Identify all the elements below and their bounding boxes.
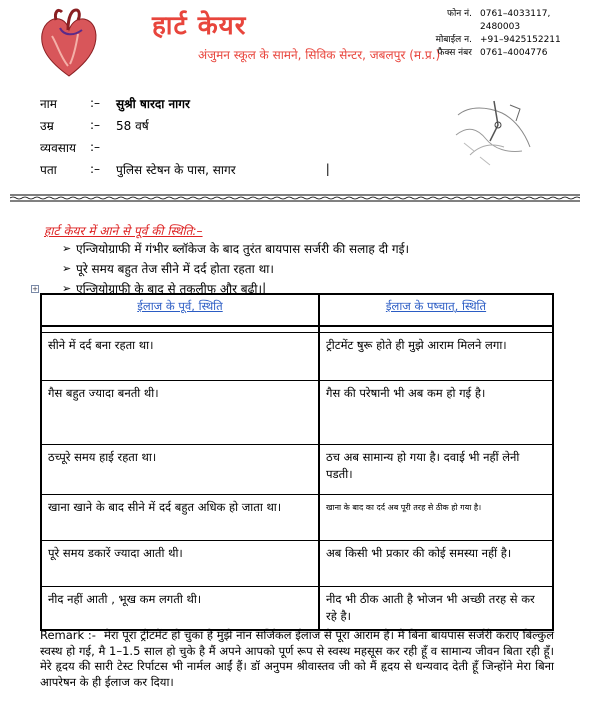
table-cell: अब किसी भी प्रकार की कोई समस्या नहीं है।	[319, 540, 553, 586]
remark-text: मेरा पूरा ट्रीटमेंट हो चुका है मुझे नॉन सर्जिकल ईलाज से पूरा आराम है। मैं बिना बायपास सर्जरी कराए बिल्कुल स्वस्थ हो गई, मै 1–1.5 साल हो चुके है मैं अपने आपको पूर्ण रूप से स्वस्थ महसूस कर रही हूँ व सामान्य जीवन बिता रही हूँ। मेरे हृदय की सारी टेस्ट रिर्पाटस भी नार्मल आईं हैं। डॉ अनुपम श्रीवास्तव जी को मैं हृदय से धन्यवाद देती हूँ जिन्होंने मेरा बिना आपरेषन के ही ईलाज कर दिया।	[40, 628, 554, 689]
patient-name: सुश्री षारदा नागर	[116, 96, 190, 111]
patient-xray-image	[450, 95, 542, 173]
patient-name-row	[40, 92, 330, 114]
table-move-handle-icon[interactable]: +	[32, 285, 38, 293]
text-cursor: |	[325, 162, 330, 176]
patient-age: 58 वर्ष	[116, 118, 149, 133]
list-item-text: एन्जियोग्राफी में गंभीर ब्लॉकेज के बाद तुरंत बायपास सर्जरी की सलाह दी गई।	[76, 241, 410, 256]
table-row	[41, 540, 553, 586]
table-cell: खाना के बाद का दर्द अब पूरी तरह से ठीक हो गया है।	[319, 494, 553, 540]
comparison-table	[40, 293, 554, 631]
table-cell: सीने में दर्द बना रहता था।	[41, 332, 319, 380]
section-divider	[10, 194, 580, 202]
list-item	[62, 238, 409, 258]
contact-block	[402, 8, 572, 60]
contact-value: 0761–4033117, 2480003	[480, 9, 551, 32]
table-row	[41, 332, 553, 380]
table-row	[41, 444, 553, 494]
list-item-text: पूरे समय बहुत तेज सीने में दर्द होता रहता था।	[76, 261, 274, 276]
table-row	[41, 586, 553, 630]
list-item	[62, 258, 409, 278]
table-cell: नीद नहीं आती , भूख कम लगती थी।	[41, 586, 319, 630]
patient-address-row	[40, 158, 330, 180]
table-header-row	[41, 294, 553, 326]
contact-label: फैक्स नंबर	[437, 48, 472, 58]
table-cell: खाना खाने के बाद सीने में दर्द बहुत अधिक हो जाता था।	[41, 494, 319, 540]
patient-address: पुलिस स्टेषन के पास, सागर	[116, 162, 236, 177]
arrow-bullet-icon: ➢	[62, 241, 72, 255]
arrow-bullet-icon: ➢	[62, 281, 72, 295]
patient-info	[40, 92, 330, 180]
field-separator: :–	[90, 96, 101, 110]
field-separator: :–	[90, 162, 101, 176]
remark-label: Remark :-	[40, 628, 96, 642]
text-cursor: |	[262, 281, 267, 295]
column-header: ईलाज के पष्चात्, स्थिति	[319, 294, 553, 326]
contact-value: 0761–4004776	[480, 48, 548, 58]
table-row	[41, 494, 553, 540]
clinic-address: अंजुमन स्कूल के सामने, सिविक सेन्टर, जबलपुर (म.प्र.)	[198, 48, 441, 62]
patient-occupation-row	[40, 136, 330, 158]
column-header: ईलाज के पूर्व, स्थिति	[41, 294, 319, 326]
table-cell: पूरे समय डकारें ज्यादा आती थी।	[41, 540, 319, 586]
table-cell: ट्रीटमेंट षुरू होते ही मुझे आराम मिलने लगा।	[319, 332, 553, 380]
contact-fax	[402, 47, 572, 60]
clinic-title: हार्ट केयर	[152, 11, 247, 41]
field-label: नाम	[40, 96, 57, 111]
list-item-text: एन्जियोग्राफी के बाद से तकलीफ और बढी।	[76, 281, 263, 296]
contact-mobile	[402, 34, 572, 47]
field-label: उम्र	[40, 118, 54, 133]
table-cell: गैस की परेषानी भी अब कम हो गई है।	[319, 380, 553, 444]
patient-age-row	[40, 114, 330, 136]
history-title: हार्ट केयर में आने से पूर्व की स्थिति:–	[44, 224, 203, 238]
table-cell: गैस बहुत ज्यादा बनती थी।	[41, 380, 319, 444]
field-separator: :–	[90, 118, 101, 132]
field-separator: :–	[90, 140, 101, 154]
table-cell: ठच्पूरे समय हाई रहता था।	[41, 444, 319, 494]
field-label: व्यवसाय	[40, 140, 76, 155]
remark-paragraph	[40, 628, 554, 690]
history-list	[62, 238, 409, 298]
heart-logo-icon	[38, 6, 100, 80]
table-cell: नीद भी ठीक आती है भोजन भी अच्छी तरह से कर रहे है।	[319, 586, 553, 630]
contact-value: +91–9425152211	[480, 35, 561, 45]
table-cell: ठच अब सामान्य हो गया है। दवाई भी नहीं लेनी पडती।	[319, 444, 553, 494]
contact-label: फोन नं.	[447, 9, 472, 19]
table-row	[41, 380, 553, 444]
contact-label: मोबाईल न.	[435, 35, 472, 45]
arrow-bullet-icon: ➢	[62, 261, 72, 275]
contact-phone	[402, 8, 572, 34]
field-label: पता	[40, 162, 57, 177]
